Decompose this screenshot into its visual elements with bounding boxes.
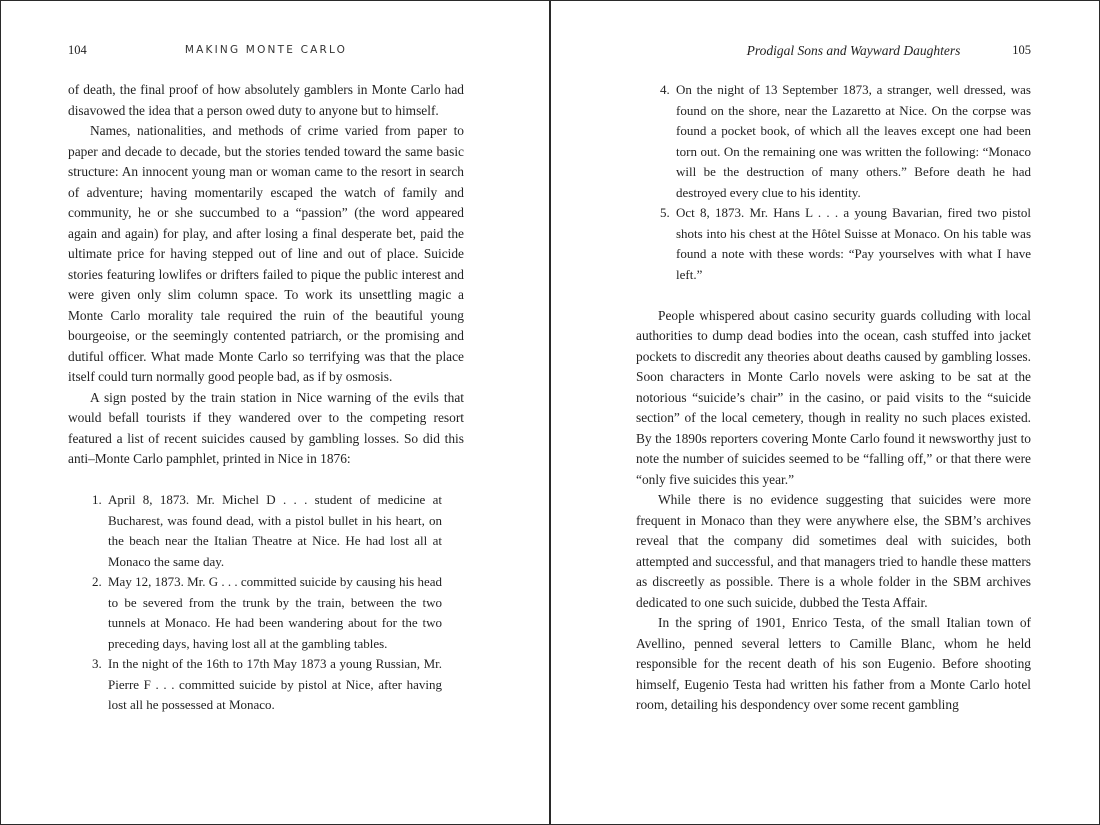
list-item-text: April 8, 1873. Mr. Michel D . . . student of medicine at Bucharest, was found dead, with a pistol bullet in his heart, on the beach near the Italian Theatre at Nice. He had lost all at Monaco the same day. [108,492,442,569]
list-item-number: 2. [92,574,102,589]
list-item-number: 5. [660,205,670,220]
list-item [636,80,1031,203]
paragraph: In the spring of 1901, Enrico Testa, of the small Italian town of Avellino, penned several letters to Camille Blanc, whom he held responsible for the recent death of his son Eugenio. Before shooting himself, Eugenio Testa had written his father from a Monte Carlo hotel room, detailing his despondency over some recent gambling [636,615,1031,712]
paragraph: While there is no evidence suggesting that suicides were more frequent in Monaco than they were anywhere else, the SBM’s archives reveal that the company did sometimes deal with suicides, both attempted and successful, and that managers tried to handle these matters as discreetly as possible. There is a whole folder in the SBM archives dedicated to one such suicide, dubbed the Testa Affair. [636,492,1031,610]
right-running-title: Prodigal Sons and Wayward Daughters [746,43,961,58]
list-item [68,490,464,572]
list-item-text: In the night of the 16th to 17th May 1873 a young Russian, Mr. Pierre F . . . committed suicide by pistol at Nice, after having lost all he possessed at Monaco. [108,656,442,712]
paragraph: People whispered about casino security guards colluding with local authorities to dump dead bodies into the ocean, cash stuffed into jacket pockets to discredit any theories about deaths caused by gambling losses. Soon characters in Monte Carlo novels were asking to be sat at the notorious “suicide’s chair” in the casino, or paid visits to the “suicide section” of the local cemetery, though in reality no such places existed. By the 1890s reporters covering Monte Carlo found it newsworthy just to note the number of suicides seemed to be “falling off,” or that there were “only five suicides this year.” [636,307,1031,487]
list-item-number: 3. [92,656,102,671]
list-item [68,572,464,654]
list-item-text: May 12, 1873. Mr. G . . . committed suicide by causing his head to be severed from the trunk by the train, between the two tunnels at Monaco. He had been wandering about for the two preceding days, having lost all at the gambling tables. [108,574,442,651]
left-page [68,0,464,825]
right-running-head [636,43,1031,59]
book-spine-divider [549,0,551,825]
paragraph: Names, nationalities, and methods of crime varied from paper to paper and decade to decade, but the stories tended toward the same basic structure: An innocent young man or woman came to the resort in search of adventure; having momentarily escaped the watch of family and community, he or she succumbed to a “passion” (the word appeared again and again) for play, and after losing a final desperate bet, paid the ultimate price for having stepped out of line and out of place. Suicide stories featuring lowlifes or drifters failed to pique the public interest and were given only slim column space. To work its unsettling magic a Monte Carlo morality tale required the ruin of the beautiful young bourgeoise, or the seemingly contented patriarch, or the promising and dutiful officer. What made Monte Carlo so terrifying was that the place itself could turn normally good people bad, as if by osmosis. [68,123,464,384]
right-page [636,0,1031,825]
paragraph: A sign posted by the train station in Nice warning of the evils that would befall tourists if they wandered over to the competing resort featured a list of recent suicides caused by gambling losses. So did this anti–Monte Carlo pamphlet, printed in Nice in 1876: [68,389,464,466]
list-item-text: On the night of 13 September 1873, a stranger, well dressed, was found on the shore, near the Lazaretto at Nice. On the corpse was found a pocket book, of which all the leaves except one had been torn out. On the remaining one was written the following: “Monaco will be the destruction of many others.” Before death he had destroyed every clue to his identity. [676,82,1031,200]
list-item-text: Oct 8, 1873. Mr. Hans L . . . a young Bavarian, fired two pistol shots into his chest at the Hôtel Suisse at Monaco. On his table was found a note with these words: “Pay yourselves with what I have left.” [676,205,1031,282]
suicide-list [68,490,464,716]
list-item-number: 1. [92,492,102,507]
list-item-number: 4. [660,82,670,97]
left-running-title: MAKING MONTE CARLO [184,44,348,56]
right-page-body [636,80,1031,716]
left-page-number: 104 [68,43,87,57]
list-item [68,654,464,716]
list-item [636,203,1031,285]
suicide-list-continued [636,80,1031,285]
left-page-body [68,80,464,716]
paragraph: of death, the final proof of how absolutely gamblers in Monte Carlo had disavowed the idea that a person owed duty to anyone but to himself. [68,82,464,118]
right-page-number: 105 [1012,43,1031,57]
left-running-head [68,43,464,59]
